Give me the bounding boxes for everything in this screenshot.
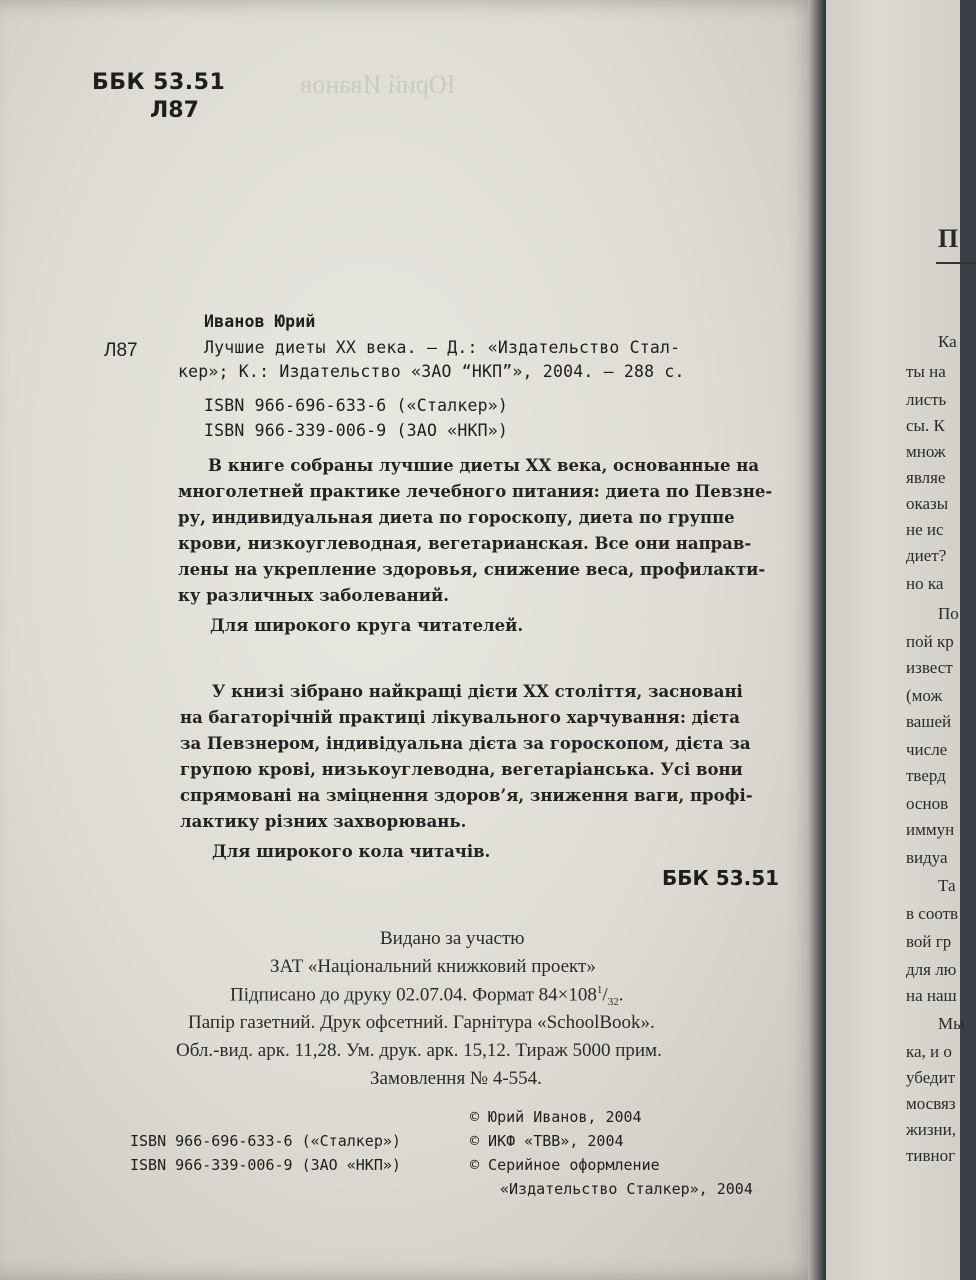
next-page-line: множ [906, 442, 946, 461]
annotation-line: лактику різних захворювань. [180, 812, 467, 831]
next-page-line: (мож [906, 686, 943, 705]
next-page-line: тивног [906, 1146, 956, 1165]
audience-ua: Для широкого кола читачів. [212, 842, 491, 861]
copyright-line: © ИКФ «ТВВ», 2004 [470, 1132, 624, 1150]
side-author-code: Л87 [104, 340, 138, 361]
copyright-line: © Юрий Иванов, 2004 [470, 1108, 642, 1126]
annotation-line: В книге собраны лучшие диеты XX века, основанные на [208, 456, 760, 475]
annotation-line: У книзі зібрано найкращі дієти XX століття, засновані [212, 682, 743, 701]
next-page-fragment [826, 0, 965, 1280]
next-page-line: Мы [938, 1014, 965, 1033]
next-page-line: на наш [906, 986, 957, 1005]
next-page-line: сы. К [906, 416, 945, 435]
annotation-line: многолетней практике лечебного питания: диета по Певзне- [178, 482, 773, 501]
annotation-line: ру, индивидуальная диета по гороскопу, диета по группе [178, 508, 735, 527]
next-page-heading: П [938, 224, 959, 253]
next-page-line: листь [906, 390, 947, 409]
next-page-line: ка, и о [906, 1042, 952, 1061]
published-with: Видано за участю [380, 928, 525, 949]
next-page-line: По [938, 604, 959, 623]
paper-info: Папір газетний. Друк офсетний. Гарнітура «SchoolBook». [188, 1012, 655, 1033]
next-page-line: видуа [906, 848, 948, 867]
next-page-line: ты на [906, 362, 946, 381]
next-page-line: являе [906, 468, 946, 487]
bib-line-1: Лучшие диеты XX века. — Д.: «Издательство Стал- [204, 338, 681, 357]
bbk-index-bottom: ББК 53.51 [662, 866, 780, 890]
next-page-line: вой гр [906, 932, 952, 951]
next-page-line: не ис [906, 520, 944, 539]
next-page-line: числе [906, 740, 948, 759]
annotation-line: на багаторічній практиці лікувального харчування: дієта [180, 708, 740, 727]
next-page-line: вашей [906, 712, 952, 731]
next-page-line: диет? [906, 546, 947, 565]
next-page-line: убедит [906, 1068, 956, 1087]
publisher: ЗАТ «Національний книжковий проект» [270, 956, 596, 977]
bib-line-2: кер»; К.: Издательство «ЗАО “НКП”», 2004. — 288 с. [178, 362, 685, 381]
next-page-line: Та [938, 876, 956, 895]
isbn-1: ISBN 966-696-633-6 («Сталкер») [204, 396, 509, 415]
annotation-line: ку различных заболеваний. [178, 586, 449, 605]
annotation-line: спрямовані на зміцнення здоров’я, зниження ваги, профі- [180, 786, 753, 805]
order-number: Замовлення № 4-554. [370, 1068, 542, 1089]
annotation-line: лены на укрепление здоровья, снижение веса, профилакти- [178, 560, 766, 579]
isbn-line: ISBN 966-696-633-6 («Сталкер») [130, 1132, 401, 1150]
next-page-line: жизни, [906, 1120, 957, 1139]
page-gutter [808, 0, 826, 1280]
copyright-line: © Серийное оформление [470, 1156, 660, 1174]
author-code: Л87 [150, 98, 199, 123]
annotation-line: крови, низкоуглеводная, вегетарианская. Все они направ- [178, 534, 752, 553]
next-page-line: пой кр [906, 632, 954, 651]
isbn-2: ISBN 966-339-006-9 (ЗАО «НКП») [204, 421, 509, 440]
next-page-line: тверд [906, 766, 946, 785]
next-page-line: иммун [906, 820, 955, 839]
sheets-info: Обл.-вид. арк. 11,28. Ум. друк. арк. 15,12. Тираж 5000 прим. [176, 1040, 662, 1061]
next-page-line: для лю [906, 960, 957, 979]
signed-for-print: Підписано до друку 02.07.04. Формат $84\times 108^1/_{32}$. [230, 984, 624, 1009]
next-page-line: извест [906, 658, 953, 677]
isbn-line: ISBN 966-339-006-9 (ЗАО «НКП») [130, 1156, 401, 1174]
annotation-line: групою крові, низькоуглеводна, вегетаріанська. Усі вони [180, 760, 743, 779]
bleed-through-text: Юрий Иванов [300, 70, 456, 99]
author-name: Иванов Юрий [204, 312, 316, 331]
next-page-line: в соотв [906, 904, 959, 923]
next-page-line: но ка [906, 574, 944, 593]
heading-rule [936, 262, 976, 264]
next-page-line: мосвяз [906, 1094, 956, 1113]
next-page-line: оказы [906, 494, 949, 513]
annotation-line: за Певзнером, індивідуальна дієта за гороскопом, дієта за [180, 734, 751, 753]
audience-ru: Для широкого круга читателей. [210, 616, 524, 635]
next-page-line: основ [906, 794, 949, 813]
copyright-line: «Издательство Сталкер», 2004 [500, 1180, 753, 1198]
next-page-line: Ка [938, 332, 957, 351]
bbk-index: ББК 53.51 [92, 70, 226, 95]
